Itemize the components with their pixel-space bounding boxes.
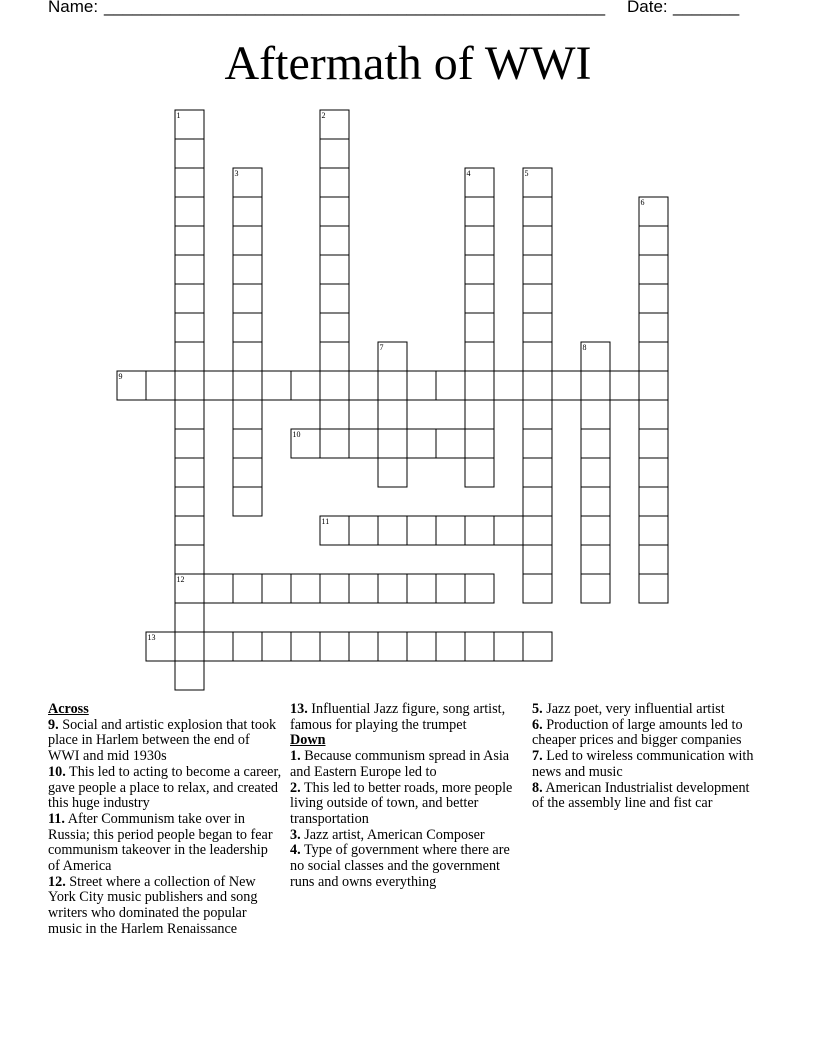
grid-cell[interactable] [175, 545, 204, 574]
grid-cell[interactable] [175, 632, 204, 661]
clue-number: 10. [48, 763, 66, 780]
grid-cell[interactable] [233, 487, 262, 516]
grid-cell[interactable] [349, 516, 378, 545]
grid-cell[interactable] [262, 632, 291, 661]
grid-cell[interactable] [175, 661, 204, 690]
grid-cell[interactable] [291, 632, 320, 661]
cell-number: 5 [524, 169, 529, 178]
grid-cell[interactable] [233, 371, 262, 400]
grid-cell[interactable] [320, 632, 349, 661]
grid-cell[interactable] [378, 632, 407, 661]
grid-cell[interactable] [465, 342, 494, 371]
grid-cell[interactable] [639, 313, 668, 342]
clue-text: This led to better roads, more people living outside of town, and better transportation [290, 779, 513, 827]
grid-cell[interactable] [320, 139, 349, 168]
grid-cell[interactable] [639, 574, 668, 603]
grid-cell[interactable] [436, 371, 465, 400]
cell-number: 7 [379, 343, 384, 352]
grid-cell[interactable] [639, 400, 668, 429]
down-heading: Down [290, 732, 326, 749]
cell-number: 8 [582, 343, 587, 352]
clue-across-13 [290, 702, 520, 733]
cell-number: 2 [321, 111, 326, 120]
grid-cell[interactable] [233, 226, 262, 255]
grid-cell[interactable] [175, 429, 204, 458]
grid-cell[interactable] [639, 458, 668, 487]
grid-cell[interactable] [465, 400, 494, 429]
clue-text: Because communism spread in Asia and Eastern Europe led to [290, 748, 510, 780]
clue-column-1 [48, 702, 282, 938]
clue-down-8 [532, 781, 762, 812]
grid-cell[interactable] [233, 632, 262, 661]
clue-column-2 [290, 702, 520, 890]
grid-cell[interactable] [262, 371, 291, 400]
grid-cell[interactable] [320, 284, 349, 313]
clue-down-3 [290, 828, 520, 844]
grid-cell[interactable] [233, 197, 262, 226]
grid-cell[interactable] [349, 429, 378, 458]
clue-down-5 [532, 702, 762, 718]
grid-cell[interactable] [523, 429, 552, 458]
grid-cell[interactable] [465, 371, 494, 400]
grid-cell[interactable] [233, 458, 262, 487]
grid-cell[interactable] [378, 458, 407, 487]
clue-text: American Industrialist development of the assembly line and fist car [532, 779, 750, 812]
clue-text: Jazz artist, American Composer [304, 826, 485, 843]
grid-cell[interactable] [175, 458, 204, 487]
grid-cell[interactable] [204, 574, 233, 603]
grid-cell[interactable] [291, 371, 320, 400]
grid-cell[interactable] [175, 487, 204, 516]
grid-cell[interactable] [465, 516, 494, 545]
grid-cell[interactable] [639, 487, 668, 516]
clue-number: 11. [48, 810, 65, 827]
grid-cell[interactable] [349, 574, 378, 603]
grid-cell[interactable] [407, 371, 436, 400]
clue-text: Led to wireless communication with news and music [532, 748, 754, 780]
grid-cell[interactable] [378, 516, 407, 545]
cell-number: 13 [147, 633, 156, 642]
cell-number: 3 [234, 169, 239, 178]
grid-cell[interactable] [523, 284, 552, 313]
grid-cell[interactable] [175, 342, 204, 371]
grid-cell[interactable] [320, 197, 349, 226]
clue-down-4 [290, 843, 520, 890]
grid-cell[interactable] [320, 255, 349, 284]
grid-cell[interactable] [175, 139, 204, 168]
clue-down-1 [290, 749, 520, 780]
clue-text: Social and artistic explosion that took place in Harlem between the end of WWI and mid 1930s [48, 716, 277, 765]
clue-text: Type of government where there are no social classes and the government runs and owns everything [290, 842, 510, 890]
grid-cell[interactable] [175, 168, 204, 197]
grid-cell[interactable] [639, 429, 668, 458]
grid-cell[interactable] [610, 371, 639, 400]
clue-across-12 [48, 875, 282, 938]
clue-down-2 [290, 781, 520, 828]
grid-cell[interactable] [523, 574, 552, 603]
grid-cell[interactable] [465, 197, 494, 226]
clue-text: Production of large amounts led to cheaper prices and bigger companies [532, 716, 743, 749]
clue-text: After Communism take over in Russia; this period people began to fear communism takeover in the leadership of America [48, 810, 273, 875]
grid-cell[interactable] [639, 371, 668, 400]
grid-cell[interactable] [523, 458, 552, 487]
grid-cell[interactable] [639, 342, 668, 371]
grid-cell[interactable] [639, 226, 668, 255]
clue-number: 8. [532, 779, 543, 796]
grid-cell[interactable] [465, 313, 494, 342]
grid-cell[interactable] [639, 516, 668, 545]
grid-cell[interactable] [378, 429, 407, 458]
clue-text: This led to acting to become a career, gave people a place to relax, and created this huge industry [48, 763, 282, 812]
grid-cell[interactable] [407, 429, 436, 458]
grid-cell[interactable] [175, 284, 204, 313]
clue-number: 4. [290, 842, 301, 859]
date-label: Date: [627, 0, 668, 16]
grid-cell[interactable] [262, 574, 291, 603]
grid-cell[interactable] [465, 632, 494, 661]
grid-cell[interactable] [639, 255, 668, 284]
grid-cell[interactable] [523, 487, 552, 516]
grid-cell[interactable] [523, 545, 552, 574]
grid-cell[interactable] [349, 632, 378, 661]
grid-cell[interactable] [175, 400, 204, 429]
grid-cell[interactable] [349, 371, 378, 400]
grid-cell[interactable] [407, 574, 436, 603]
clue-number: 3. [290, 826, 301, 843]
grid-cell[interactable] [378, 371, 407, 400]
clue-number: 12. [48, 873, 66, 890]
grid-cell[interactable] [320, 226, 349, 255]
grid-cell[interactable] [581, 429, 610, 458]
grid-cell[interactable] [175, 197, 204, 226]
grid-cell[interactable] [233, 429, 262, 458]
across-heading: Across [48, 701, 89, 717]
grid-cell[interactable] [639, 545, 668, 574]
grid-cell[interactable] [320, 168, 349, 197]
grid-cell[interactable] [233, 313, 262, 342]
grid-cell[interactable] [175, 313, 204, 342]
grid-cell[interactable] [175, 255, 204, 284]
grid-cell[interactable] [581, 458, 610, 487]
clue-text: Street where a collection of New York City music publishers and song writers who dominated the popular music in the Harlem Renaissance [48, 873, 258, 937]
clue-number: 9. [48, 716, 59, 733]
grid-cell[interactable] [552, 371, 581, 400]
grid-cell[interactable] [523, 632, 552, 661]
grid-cell[interactable] [175, 226, 204, 255]
cell-number: 6 [640, 198, 645, 207]
grid-cell[interactable] [175, 371, 204, 400]
grid-cell[interactable] [436, 429, 465, 458]
grid-cell[interactable] [581, 574, 610, 603]
grid-cell[interactable] [523, 197, 552, 226]
grid-cell[interactable] [320, 371, 349, 400]
clue-down-6 [532, 718, 762, 749]
grid-cell[interactable] [436, 632, 465, 661]
grid-cell[interactable] [320, 313, 349, 342]
grid-cell[interactable] [465, 429, 494, 458]
grid-cell[interactable] [581, 371, 610, 400]
grid-cell[interactable] [523, 313, 552, 342]
name-field[interactable]: _____________________________________________________ [104, 0, 606, 16]
grid-cell[interactable] [523, 226, 552, 255]
grid-cell[interactable] [175, 516, 204, 545]
cell-number: 4 [466, 169, 471, 178]
grid-cell[interactable] [523, 400, 552, 429]
grid-cell[interactable] [523, 371, 552, 400]
grid-cell[interactable] [320, 400, 349, 429]
grid-cell[interactable] [320, 429, 349, 458]
clue-number: 5. [532, 701, 543, 717]
date-field[interactable]: _______ [673, 0, 740, 16]
grid-cell[interactable] [436, 516, 465, 545]
grid-cell[interactable] [233, 342, 262, 371]
clue-number: 13. [290, 701, 308, 717]
grid-cell[interactable] [494, 632, 523, 661]
clue-text: Influential Jazz figure, song artist, famous for playing the trumpet [290, 701, 506, 733]
grid-cell[interactable] [407, 516, 436, 545]
clue-number: 7. [532, 748, 543, 765]
grid-cell[interactable] [436, 574, 465, 603]
grid-cell[interactable] [523, 255, 552, 284]
clue-number: 1. [290, 748, 301, 765]
grid-cell[interactable] [523, 516, 552, 545]
grid-cell[interactable] [320, 574, 349, 603]
grid-cell[interactable] [494, 516, 523, 545]
grid-cell[interactable] [378, 400, 407, 429]
grid-cell[interactable] [204, 371, 233, 400]
grid-cell[interactable] [465, 284, 494, 313]
grid-cell[interactable] [465, 458, 494, 487]
grid-cell[interactable] [378, 574, 407, 603]
cell-number: 12 [176, 575, 185, 584]
grid-cell[interactable] [581, 400, 610, 429]
clue-number: 2. [290, 779, 301, 796]
grid-cell[interactable] [233, 400, 262, 429]
clue-number: 6. [532, 716, 543, 733]
clue-down-7 [532, 749, 762, 780]
grid-cell[interactable] [407, 632, 436, 661]
cell-number: 10 [292, 430, 301, 439]
grid-cell[interactable] [233, 284, 262, 313]
cell-number: 11 [321, 517, 330, 526]
grid-cell[interactable] [581, 545, 610, 574]
page-title: Aftermath of WWI [224, 37, 592, 90]
clue-column-3 [532, 702, 762, 812]
grid-cell[interactable] [581, 487, 610, 516]
clue-across-9 [48, 718, 282, 765]
clue-across-10 [48, 765, 282, 812]
cell-number: 1 [176, 111, 181, 120]
name-label: Name: [48, 0, 99, 16]
grid-cell[interactable] [581, 516, 610, 545]
grid-cell[interactable] [465, 226, 494, 255]
grid-cell[interactable] [523, 342, 552, 371]
grid-cell[interactable] [146, 371, 175, 400]
grid-cell[interactable] [465, 255, 494, 284]
grid-cell[interactable] [320, 342, 349, 371]
clue-text: Jazz poet, very influential artist [546, 701, 725, 717]
grid-cell[interactable] [494, 371, 523, 400]
grid-cell[interactable] [233, 574, 262, 603]
grid-cell[interactable] [233, 255, 262, 284]
grid-cell[interactable] [465, 574, 494, 603]
grid-cell[interactable] [639, 284, 668, 313]
grid-cell[interactable] [175, 603, 204, 632]
cell-number: 9 [118, 372, 123, 381]
grid-cell[interactable] [204, 632, 233, 661]
grid-cell[interactable] [291, 574, 320, 603]
clue-across-11 [48, 812, 282, 875]
